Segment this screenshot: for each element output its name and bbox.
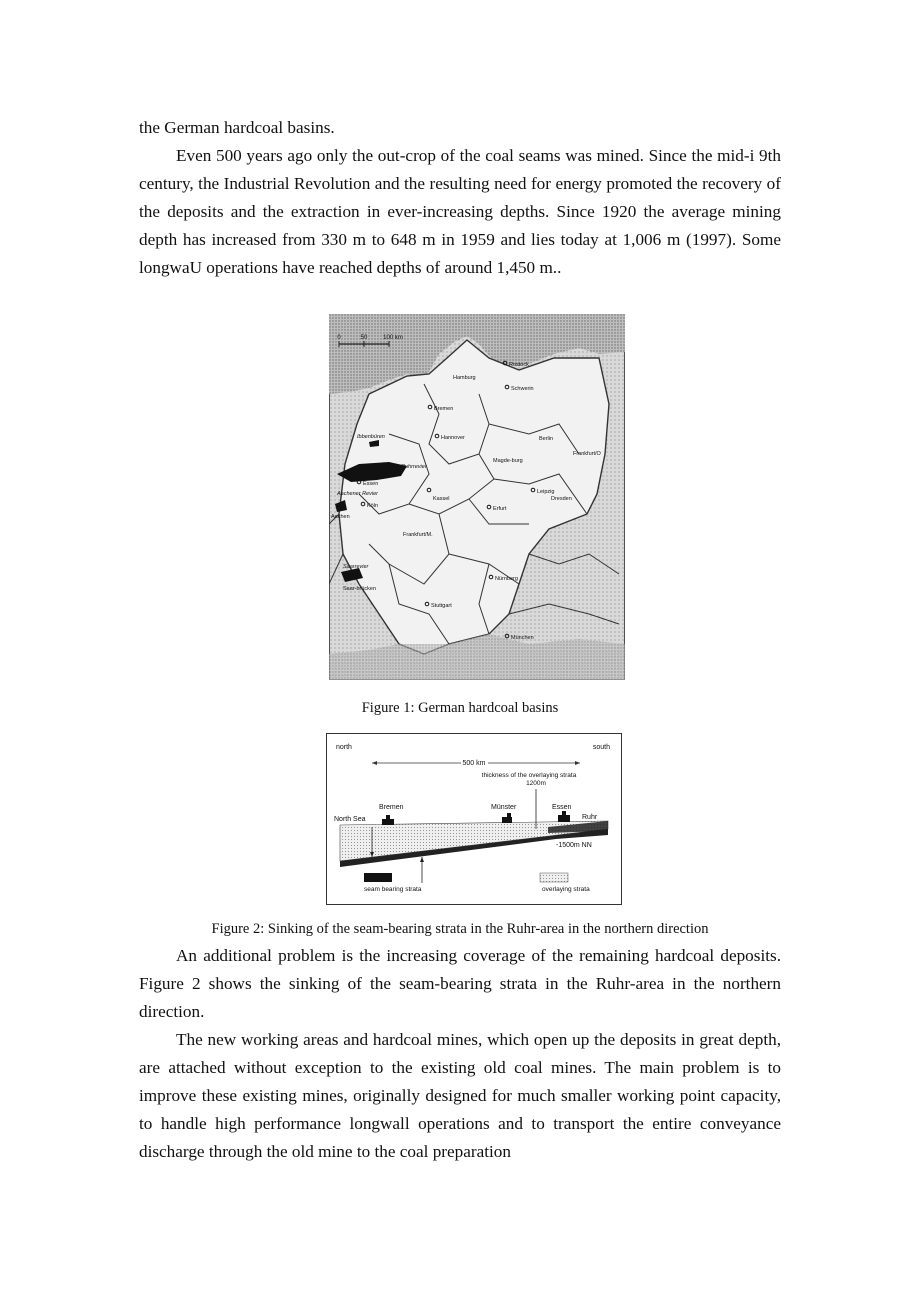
legend-seam-swatch [364,873,392,882]
city-berlin: Berlin [539,436,554,442]
figure-1-map [329,314,625,680]
label-north-sea: North Sea [334,816,366,823]
figure-2-caption: Figure 2: Sinking of the seam-bearing strata in the Ruhr-area in the northern direction [211,921,709,937]
scale-100: 100 km [383,335,403,341]
label-aachener-revier: Aachener Revier [337,491,378,497]
scale-0: 0 [337,335,341,341]
paragraph-3: An additional problem is the increasing coverage of the remaining hardcoal deposits. Figure 2 shows the sinking of the seam-bearing strata in the Ruhr-area in the northern direction. [139,946,781,1021]
figure-2-cross-section [326,733,622,905]
label-ibbenburen: Ibbenbüren [357,434,385,440]
paragraph-4: The new working areas and hardcoal mines, which open up the deposits in great depth, are attached without exception to the existing old coal mines. The main problem is to improve these existing mines, originally designed for much smaller working point capacity, to handle high performance longwall operations and to transport the entire conveyance discharge through the old mine to the coal preparation [139,1030,781,1161]
city-schwerin: Schwerin [511,386,534,392]
paragraph-1: the German hardcoal basins. [139,118,335,137]
city-stuttgart: Stuttgart [431,603,452,609]
legend-overlay-swatch [540,873,568,882]
label-thickness: thickness of the overlaying strata [481,772,577,779]
essen-city-symbol [558,815,570,822]
city-hamburg: Hamburg [453,375,476,381]
label-depth-south: -1500m NN [556,842,592,849]
label-thickness-value: 1200m [526,780,546,787]
bremen-city-symbol [382,819,394,825]
legend-seam-label: seam bearing strata [364,886,422,893]
city-nurnberg: Nürnberg [495,576,518,582]
city-dresden: Dresden [551,496,572,502]
legend-overlay-label: overlaying strata [542,886,590,893]
city-magdeburg: Magde-burg [493,458,523,464]
paragraph-2: Even 500 years ago only the out-crop of the coal seams was mined. Since the mid-i 9th century, the Industrial Revolution and the resulting need for energy promoted the recovery of the deposits and the extraction in ever-increasing depths. Since 1920 the average mining depth has increased from 330 m to 648 m in 1959 and lies today at 1,006 m (1997). Some longwaU operations have reached depths of around 1,450 m.. [139,146,781,277]
label-munster: Münster [491,804,517,811]
city-kassel: Kassel [433,496,450,502]
label-saarrevier: Saarrevier [343,564,369,570]
city-erfurt: Erfurt [493,506,507,512]
city-frankfurt-oder: Frankfurt/O [573,451,601,457]
label-north: north [336,744,352,751]
label-ruhrrevier: Ruhrrevier [401,464,427,470]
city-koln: Köln [367,503,379,509]
label-ruhr: Ruhr [582,814,598,821]
city-leipzig: Leipzig [537,489,555,495]
city-frankfurt-main: Frankfurt/M. [403,532,433,538]
label-south: south [592,744,610,751]
city-bremen: Bremen [434,406,454,412]
city-saarbrucken: Saar-brücken [343,586,377,592]
label-bremen: Bremen [379,804,404,811]
label-essen: Essen [552,804,572,811]
city-essen: Essen [363,481,379,487]
city-aachen: Aachen [331,514,350,520]
label-distance: 500 km [462,760,486,767]
figure-1-caption: Figure 1: German hardcoal basins [361,700,559,716]
city-munchen: München [511,635,534,641]
city-rostock: Rostock [509,362,529,368]
scale-50: 50 [360,335,368,341]
city-hannover: Hannover [441,435,465,441]
munster-city-symbol [502,817,512,823]
